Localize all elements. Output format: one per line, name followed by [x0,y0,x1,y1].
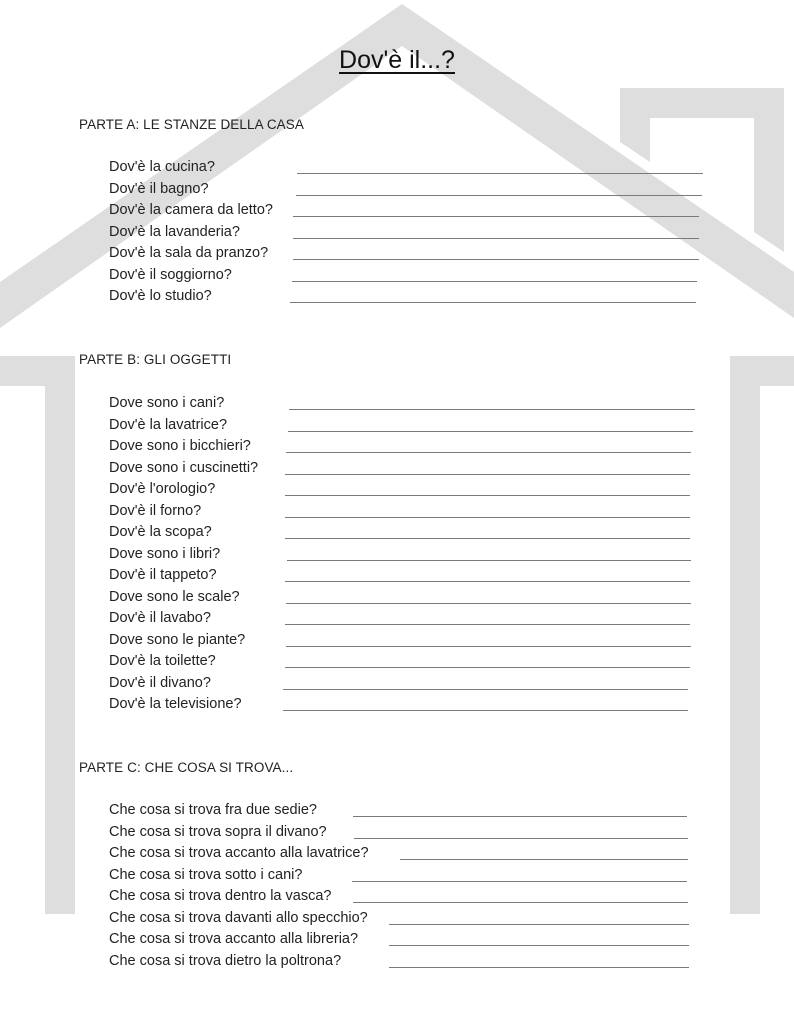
answer-line[interactable] [285,581,690,582]
question-text: Dov'è la lavanderia? [109,223,240,240]
section-b-heading: PARTE B: GLI OGGETTI [79,352,232,367]
answer-line[interactable] [285,667,690,668]
answer-line[interactable] [292,281,697,282]
question-text: Che cosa si trova fra due sedie? [109,802,317,818]
answer-line[interactable] [288,431,693,432]
answer-line[interactable] [289,409,695,410]
question-text: Che cosa si trova dentro la vasca? [109,888,332,904]
question-text: Dove sono i cuscinetti? [109,459,259,476]
question-text: Dov'è la toilette? [109,653,216,669]
house-left-wall [45,356,75,914]
question-text: Che cosa si trova accanto alla lavatrice? [109,845,369,861]
question-text: Dov'è la scopa? [109,524,212,540]
question-text: Dove sono i bicchieri? [109,438,251,454]
question-text: Dov'è la camera da letto? [109,202,273,218]
question-text: Che cosa si trova sopra il divano? [109,823,327,840]
question-text: Dov'è il divano? [109,674,211,691]
question-text: Dove sono le scale? [109,588,240,605]
question-text: Che cosa si trova dietro la poltrona? [109,952,342,969]
answer-line[interactable] [283,710,688,711]
question-text: Dov'è il forno? [109,502,202,519]
answer-line[interactable] [353,816,687,817]
answer-line[interactable] [290,302,696,303]
answer-line[interactable] [293,238,699,239]
question-text: Dov'è la lavatrice? [109,416,228,433]
answer-line[interactable] [283,689,688,690]
answer-line[interactable] [285,474,690,475]
question-text: Dove sono i libri? [109,545,221,562]
answer-line[interactable] [293,259,699,260]
question-text: Dove sono le piante? [109,631,246,648]
question-text: Dov'è il lavabo? [109,610,211,626]
answer-line[interactable] [296,195,702,196]
answer-line[interactable] [285,538,690,539]
answer-line[interactable] [353,902,688,903]
answer-line[interactable] [389,924,689,925]
answer-line[interactable] [354,838,688,839]
question-text: Che cosa si trova sotto i cani? [109,866,303,883]
section-a-heading: PARTE A: LE STANZE DELLA CASA [79,117,304,132]
question-text: Che cosa si trova davanti allo specchio? [109,909,368,926]
house-right-wall [730,356,760,914]
question-text: Dov'è la sala da pranzo? [109,245,269,261]
question-text: Dov'è la televisione? [109,696,242,712]
question-text: Dov'è il bagno? [109,180,209,197]
section-c-heading: PARTE C: CHE COSA SI TROVA... [79,760,294,775]
answer-line[interactable] [297,173,703,174]
page-title: Dov'è il...? [339,46,455,74]
answer-line[interactable] [285,624,690,625]
question-text: Dov'è il soggiorno? [109,266,232,283]
answer-line[interactable] [352,881,687,882]
question-text: Dove sono i cani? [109,395,225,411]
answer-line[interactable] [389,967,689,968]
question-text: Dov'è il tappeto? [109,567,217,583]
answer-line[interactable] [285,495,690,496]
answer-line[interactable] [286,646,691,647]
answer-line[interactable] [293,216,699,217]
answer-line[interactable] [287,560,691,561]
question-text: Dov'è la cucina? [109,159,215,175]
answer-line[interactable] [285,517,690,518]
answer-line[interactable] [389,945,689,946]
question-text: Che cosa si trova accanto alla libreria? [109,931,359,947]
answer-line[interactable] [286,452,691,453]
answer-line[interactable] [286,603,691,604]
question-text: Dov'è lo studio? [109,288,212,304]
answer-line[interactable] [400,859,688,860]
question-text: Dov'è l'orologio? [109,481,216,497]
